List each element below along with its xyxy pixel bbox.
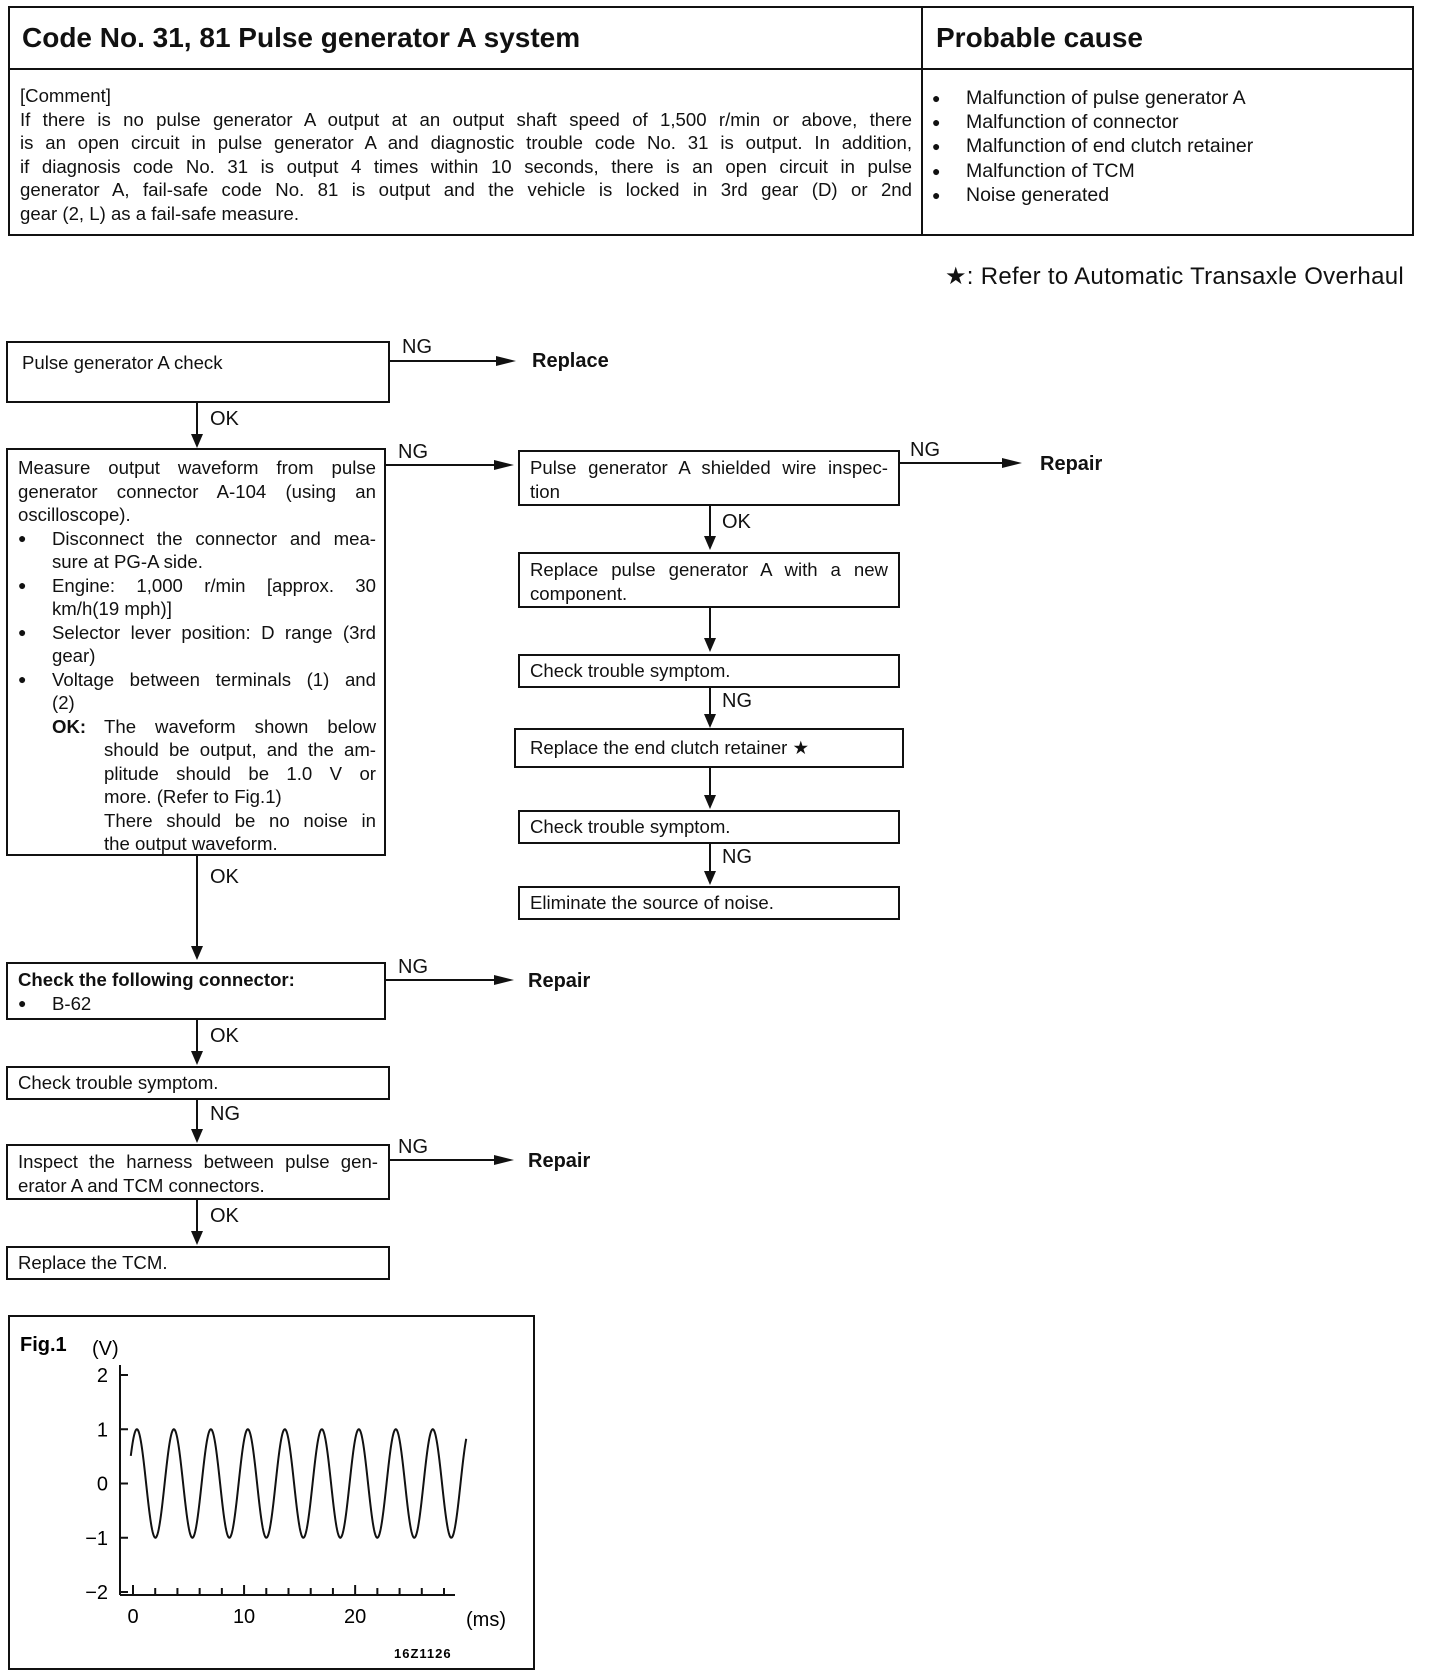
arrow-head-icon	[191, 946, 203, 960]
cause-item: ● Malfunction of end clutch retainer	[932, 135, 1254, 158]
header-table	[8, 6, 1414, 236]
arrow-line	[390, 360, 500, 362]
y-tick-label: 1	[96, 1419, 108, 1442]
page-title: Code No. 31, 81 Pulse generator A system	[22, 22, 581, 53]
bullet-icon: ●	[932, 114, 941, 131]
arrow-head-icon	[704, 638, 716, 652]
bullet-icon: ●	[18, 576, 27, 593]
arrow-line	[196, 1200, 198, 1235]
label-ng: NG	[910, 439, 940, 461]
arrow-head-icon	[1002, 458, 1022, 468]
label-ng: NG	[210, 1103, 240, 1125]
label-ok: OK	[722, 511, 751, 533]
label-ng: NG	[722, 846, 752, 868]
arrow-head-icon	[496, 356, 516, 366]
figure-code: 16Z1126	[394, 1646, 452, 1661]
probable-cause-title: Probable cause	[936, 22, 1143, 53]
header-column-divider	[921, 8, 923, 234]
action-replace: Replace	[532, 350, 609, 372]
arrow-line	[390, 1159, 498, 1161]
bullet-icon: ●	[932, 90, 941, 106]
comment-line: is an open circuit in pulse generator A and diagnostic trouble code No. 31 is output. In addition,	[20, 132, 912, 154]
waveform-line	[131, 1429, 466, 1538]
waveform-chart	[10, 1317, 533, 1668]
comment-line: [Comment]	[20, 85, 111, 106]
arrow-head-icon	[191, 1129, 203, 1143]
x-tick-label: 20	[344, 1606, 367, 1628]
x-tick-label: 0	[127, 1606, 139, 1628]
box-eliminate-noise: Eliminate the source of noise.	[518, 886, 900, 920]
arrow-line	[386, 464, 498, 466]
x-ticks	[127, 1585, 444, 1628]
y-tick-label: 0	[96, 1473, 108, 1496]
arrow-head-icon	[494, 1155, 514, 1165]
label-ng: NG	[398, 1136, 428, 1158]
y-tick-label: −2	[85, 1582, 108, 1604]
reference-note: ★: Refer to Automatic Transaxle Overhaul	[944, 263, 1404, 290]
arrow-head-icon	[494, 975, 514, 985]
arrow-head-icon	[191, 434, 203, 448]
comment-line: If there is no pulse generator A output at an output shaft speed of 1,500 r/min or above, there	[20, 108, 912, 130]
bullet-icon: ●	[932, 162, 941, 179]
y-tick-label: 2	[96, 1365, 108, 1387]
y-axis-label: (V)	[92, 1338, 119, 1360]
box-inspect-harness: Inspect the harness between pulse gen- erator A and TCM connectors.	[6, 1144, 390, 1200]
label-ng: NG	[398, 441, 428, 463]
arrow-head-icon	[494, 460, 514, 470]
figure-1	[8, 1315, 535, 1670]
arrow-line	[196, 856, 198, 950]
box-check-connector: Check the following connector: ● B-62	[6, 962, 386, 1020]
comment-line: if diagnosis code No. 31 is output 4 times within 10 seconds, there is an open circuit in pulse	[20, 155, 912, 177]
label-ok: OK	[210, 1205, 239, 1227]
x-axis-label: (ms)	[466, 1609, 506, 1631]
arrow-head-icon	[191, 1051, 203, 1065]
bullet-icon: ●	[932, 138, 941, 155]
box-replace-end-clutch-retainer: Replace the end clutch retainer ★	[514, 728, 904, 768]
comment-line: gear (2, L) as a fail-safe measure.	[20, 202, 300, 224]
cause-item: ● Noise generated	[932, 183, 1110, 206]
bullet-icon: ●	[18, 670, 27, 687]
box-replace-pulse-generator: Replace pulse generator A with a new component.	[518, 552, 900, 608]
label-ng: NG	[398, 956, 428, 978]
y-tick-label: −1	[85, 1527, 108, 1550]
arrow-line	[386, 979, 498, 981]
box-replace-tcm: Replace the TCM.	[6, 1246, 390, 1280]
header-row-divider	[10, 68, 1412, 70]
arrow-line	[196, 1020, 198, 1055]
label-ng: NG	[722, 690, 752, 712]
action-repair: Repair	[528, 970, 591, 992]
box-check-trouble-symptom: Check trouble symptom.	[518, 654, 900, 688]
label-ok: OK	[210, 1025, 239, 1047]
box-measure-waveform: Measure output waveform from pulse generator connector A-104 (using an oscilloscope). ● Disconnect the connector and mea- sure at PG-A side. ● Engine: 1,000 r/min [approx. 30 km/h(19 mph)] ● Selector lever position: D range (3rd gear) ● Voltage between terminals (1) and (2) OK: The waveform shown below should be output, and the am- plitude should be 1.0 V or more. (Refer to Fig.1) There should be no noise in the output waveform.	[6, 448, 386, 856]
bullet-icon: ●	[18, 529, 27, 546]
arrow-line	[900, 462, 1006, 464]
bullet-icon: ●	[932, 186, 941, 203]
figure-title: Fig.1	[20, 1334, 67, 1356]
cause-item: ● Malfunction of pulse generator A	[932, 87, 1246, 109]
box-check-trouble-symptom: Check trouble symptom.	[518, 810, 900, 844]
arrow-head-icon	[704, 795, 716, 809]
box-pulse-generator-check: Pulse generator A check	[6, 341, 390, 403]
comment-line: generator A, fail-safe code No. 81 is output and the vehicle is locked in 3rd gear (D) or 2nd	[20, 179, 912, 201]
arrow-head-icon	[704, 871, 716, 885]
label-ok: OK	[210, 866, 239, 888]
y-ticks	[85, 1365, 128, 1604]
arrow-head-icon	[191, 1231, 203, 1245]
action-repair: Repair	[1040, 453, 1103, 475]
box-check-trouble-symptom: Check trouble symptom.	[6, 1066, 390, 1100]
action-repair: Repair	[528, 1150, 591, 1172]
arrow-head-icon	[704, 536, 716, 550]
cause-item: ● Malfunction of connector	[932, 111, 1179, 134]
cause-list	[932, 86, 1253, 207]
arrow-head-icon	[704, 714, 716, 728]
bullet-icon: ●	[18, 623, 27, 640]
label-ng: NG	[402, 336, 432, 358]
cause-item: ● Malfunction of TCM	[932, 159, 1135, 182]
bullet-icon: ●	[18, 994, 27, 1011]
comment-text	[20, 84, 912, 226]
label-ok: OK	[210, 408, 239, 430]
box-shielded-wire-inspection: Pulse generator A shielded wire inspec- tion	[518, 450, 900, 506]
x-tick-label: 10	[232, 1606, 256, 1628]
